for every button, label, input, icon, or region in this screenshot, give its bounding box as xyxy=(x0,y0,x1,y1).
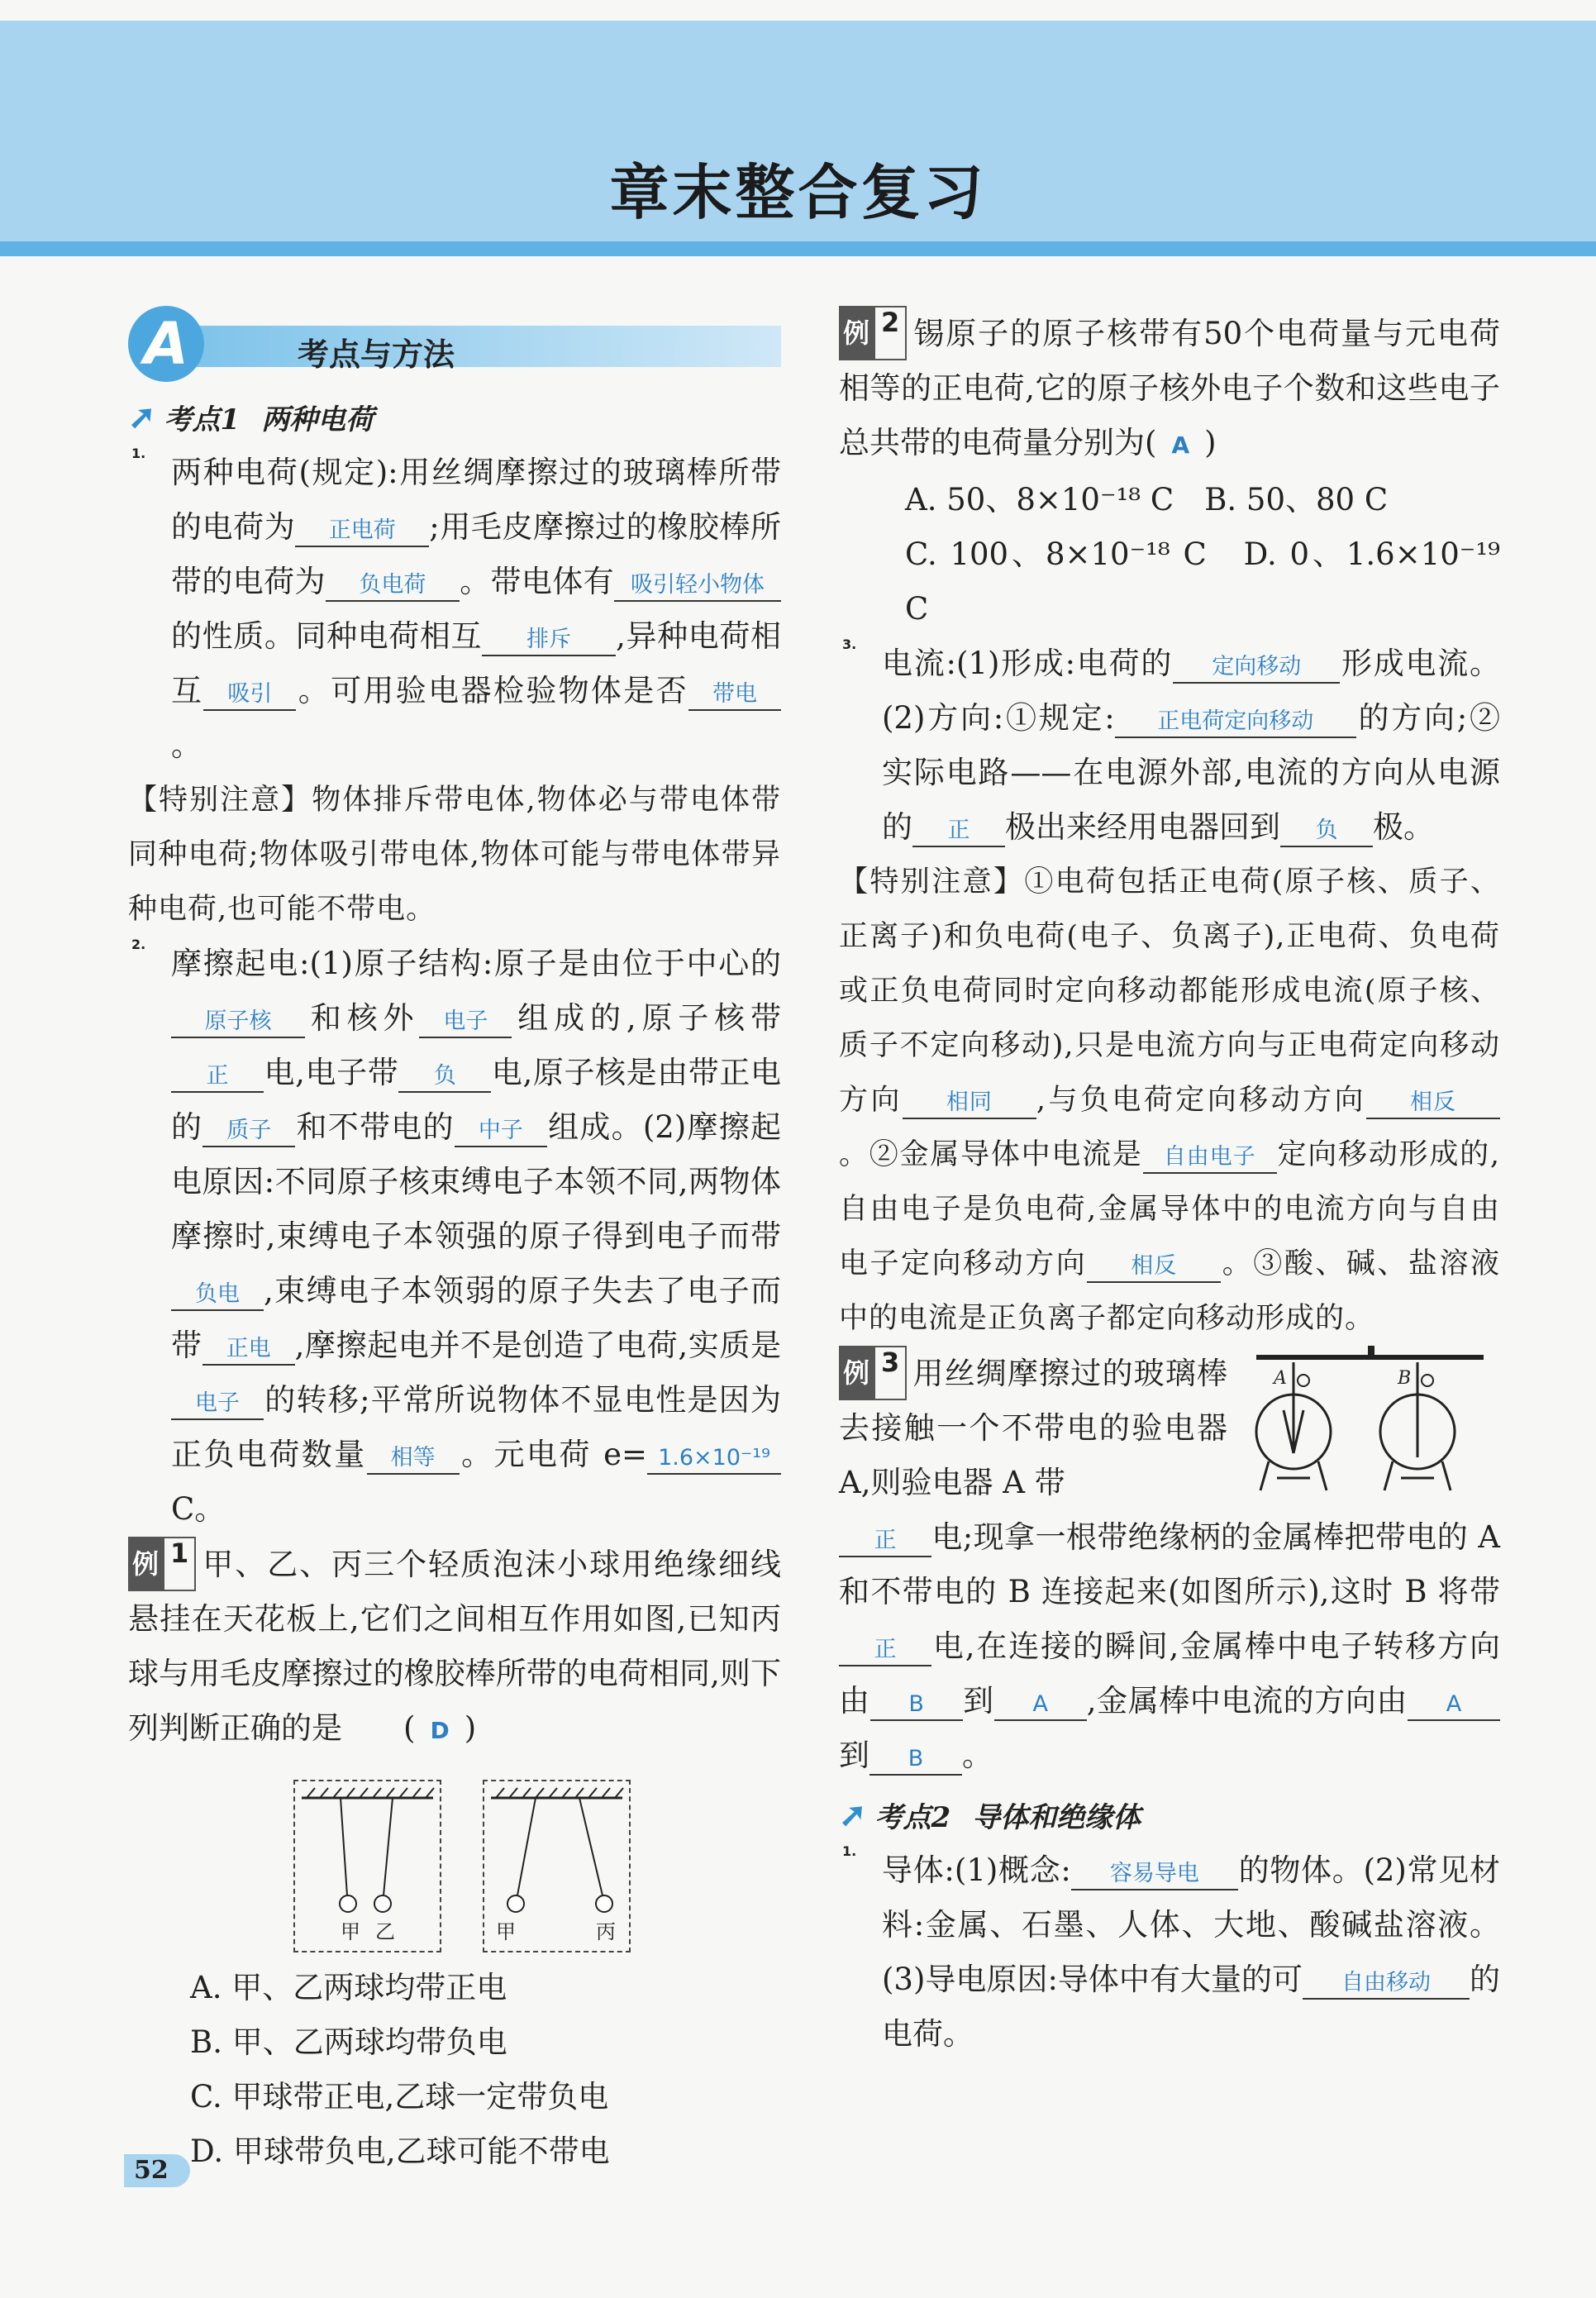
arrow-icon: ➚ xyxy=(128,398,156,436)
option-d: D. 甲球带负电,乙球可能不带电 xyxy=(190,2134,610,2169)
choice-answer: D xyxy=(430,1717,450,1744)
figure-label-b: B xyxy=(1398,1368,1412,1389)
balls-figure-1 xyxy=(293,1780,441,1952)
answer-blank: 带电 xyxy=(688,679,781,711)
header-stripe xyxy=(0,241,1596,256)
answer-blank: 排斥 xyxy=(482,625,616,656)
answer-blank: 负 xyxy=(398,1061,491,1093)
answer-blank: 相等 xyxy=(367,1443,460,1475)
example-1: 例 1 甲、乙、丙三个轻质泡沫小球用绝缘细线悬挂在天花板上,它们之间相互作用如图,已知丙球与用毛皮摩擦过的橡胶棒所带的电荷相同,则下列判断正确的是 ( D ) 甲 乙 甲 丙 A. 甲、乙两球均带正电 B. 甲、乙两球均带负电 C. 甲球带正电,乙球一定带负电 D. 甲球带负电,乙球可能不带电 xyxy=(128,1537,781,2179)
option-b: B. 50、80 C xyxy=(1204,482,1389,517)
arrow-icon: ➚ xyxy=(839,1795,867,1834)
answer-blank: 原子核 xyxy=(171,1007,305,1038)
answer-blank: 正 xyxy=(839,1526,931,1557)
right-column xyxy=(839,306,1500,2062)
answer-blank: 电子 xyxy=(171,1389,264,1420)
answer-blank: 中子 xyxy=(455,1116,547,1147)
section-a-title: 考点与方法 xyxy=(298,336,455,373)
answer-blank: 自由移动 xyxy=(1303,1968,1470,2000)
answer-blank: 相反 xyxy=(1366,1088,1500,1119)
answer-blank: 正 xyxy=(171,1061,264,1093)
answer-blank: 正电荷 xyxy=(295,516,429,547)
answer-blank: 自由电子 xyxy=(1143,1142,1277,1174)
answer-blank: 吸引轻小物体 xyxy=(614,570,781,602)
page-title: 章末整合复习 xyxy=(609,158,987,227)
answer-blank: A xyxy=(994,1690,1087,1721)
section-a-banner xyxy=(128,306,781,382)
answer-blank: 相同 xyxy=(903,1088,1036,1119)
page-number: 52 xyxy=(124,2154,190,2187)
answer-blank: B xyxy=(869,1744,962,1776)
electroscope-figure xyxy=(1244,1346,1492,1511)
example-3: A B 例 3 用丝绸摩擦过的玻璃棒去接触一个不带电的验电器 A,则验电器 A 带 正 电;现拿一根带绝缘柄的金属棒把带电的 A 和不带电的 B 连接起来(如图所示),这时 B 将带正 电,在连接的瞬间,金属棒中电子转移方向由 B 到 A ,金属棒中电流的方向由 A到 B 。 xyxy=(839,1346,1500,1783)
hanging-balls-figure xyxy=(293,1780,781,1952)
balls-figure-2 xyxy=(483,1780,631,1952)
answer-blank: 负电 xyxy=(171,1280,264,1311)
answer-blank: 1.6×10⁻¹⁹ xyxy=(647,1443,781,1475)
ball-yi xyxy=(374,1895,391,1912)
answer-blank: 定向移动 xyxy=(1173,652,1340,684)
answer-blank: 正电荷定向移动 xyxy=(1115,707,1356,738)
answer-blank: 容易导电 xyxy=(1071,1859,1238,1890)
example-tag: 例 1 xyxy=(128,1537,196,1591)
ball-jia xyxy=(507,1895,524,1912)
option-c: C. 甲球带正电,乙球一定带负电 xyxy=(190,2079,609,2114)
left-column xyxy=(128,306,781,2179)
figure-label: 丙 xyxy=(596,1920,616,1943)
example-tag: 例 2 xyxy=(839,306,907,360)
option-a: A. 50、8×10⁻¹⁸ C xyxy=(905,482,1174,517)
figure-label: 乙 xyxy=(375,1920,395,1943)
point-2-friction-charging: 2. 摩擦起电:(1)原子结构:原子是由位于中心的原子核 和核外 电子 组成的,原子核带正 电,电子带 负 电,原子核是由带正电的 质子 和不带电的 中子 组成。(2)摩擦起电原因:不同原子核束缚电子本领不同,两物体摩擦时,束缚电子本领强的原子得到电子而带负电 ,束缚电子本领弱的原子失去了电子而带 正电 ,摩擦起电并不是创造了电荷,实质是电子 的转移;平常所说物体不显电性是因为正负电荷数量 相等 。元电荷 e= 1.6×10⁻¹⁹C。 xyxy=(131,937,782,1527)
option-c: C. 100、8×10⁻¹⁸ C xyxy=(905,536,1207,572)
option-b: B. 甲、乙两球均带负电 xyxy=(190,2024,507,2060)
special-note-1: 【特别注意】物体排斥带电体,物体必与带电体带同种电荷;物体吸引带电体,物体可能与带电体带异种电荷,也可能不带电。 xyxy=(128,784,781,926)
point-3-current: 3. 电流:(1)形成:电荷的 定向移动 形成电流。(2)方向:①规定: 正电荷定向移动 的方向;②实际电路——在电源外部,电流的方向从电源的 正 极出来经用电器回到 负 极。 xyxy=(839,636,1500,855)
answer-blank: A xyxy=(1408,1690,1500,1721)
ball-jia xyxy=(340,1895,356,1912)
choice-answer: A xyxy=(1171,431,1190,459)
special-note-3: 【特别注意】①电荷包括正电荷(原子核、质子、正离子)和负电荷(电子、负离子),正电荷、负电荷或正负电荷同时定向移动都能形成电流(原子核、质子不定向移动),只是电流方向与正电荷定向移动方向 相同 ,与负电荷定向移动方向 相反。②金属导体中电流是 自由电子 定向移动形成的,自由电子是负电荷,金属导体中的电流方向与自由电子定向移动方向 相反 。③酸、碱、盐溶液中的电流是正负离子都定向移动形成的。 xyxy=(839,865,1500,1335)
section-a-letter: A xyxy=(128,306,204,382)
answer-blank: 负电荷 xyxy=(326,570,460,602)
example-tag: 例 3 xyxy=(839,1346,907,1400)
option-a: A. 甲、乙两球均带正电 xyxy=(190,1970,507,2005)
answer-blank: 正电 xyxy=(202,1334,295,1366)
point-1-two-charges: 1. 两种电荷(规定):用丝绸摩擦过的玻璃棒所带的电荷为 正电荷 ;用毛皮摩擦过的橡胶棒所带的电荷为 负电荷 。带电体有 吸引轻小物体的性质。同种电荷相互 排斥 ,异种电荷相互 吸引 。可用验电器检验物体是否 带电。 xyxy=(131,446,782,763)
option-d: D. 0、1.6×10⁻¹⁹ C xyxy=(905,536,1500,627)
topic-1-heading: ➚ 考点1 两种电荷 xyxy=(128,398,374,436)
answer-blank: 电子 xyxy=(419,1007,512,1038)
answer-blank: 负 xyxy=(1280,816,1373,847)
example-2: 例 2 锡原子的原子核带有50个电荷量与元电荷相等的正电荷,它的原子核外电子个数和这些电子总共带的电荷量分别为( A ) A. 50、8×10⁻¹⁸ C B. 50、80 C C. 100、8×10⁻¹⁸ C D. 0、1.6×10⁻¹⁹ C xyxy=(839,306,1500,636)
answer-blank: 质子 xyxy=(202,1116,295,1147)
ball-bing xyxy=(596,1895,612,1912)
example-2-options xyxy=(839,473,1500,636)
answer-blank: 相反 xyxy=(1087,1252,1221,1283)
answer-blank: B xyxy=(870,1690,963,1721)
figure-label: 甲 xyxy=(496,1920,516,1943)
example-1-options xyxy=(128,1961,781,2179)
figure-label: 甲 xyxy=(341,1920,360,1943)
answer-blank: 正 xyxy=(912,816,1005,847)
topic-2-heading: ➚ 考点2 导体和绝缘体 xyxy=(839,1795,1141,1834)
answer-blank: 正 xyxy=(839,1635,931,1666)
answer-blank: 吸引 xyxy=(203,679,296,711)
figure-label-a: A xyxy=(1274,1368,1287,1389)
point-conductor: 1. 导体:(1)概念: 容易导电 的物体。(2)常见材料:金属、石墨、人体、大地、酸碱盐溶液。(3)导电原因:导体中有大量的可 自由移动 的电荷。 xyxy=(842,1843,1500,2052)
